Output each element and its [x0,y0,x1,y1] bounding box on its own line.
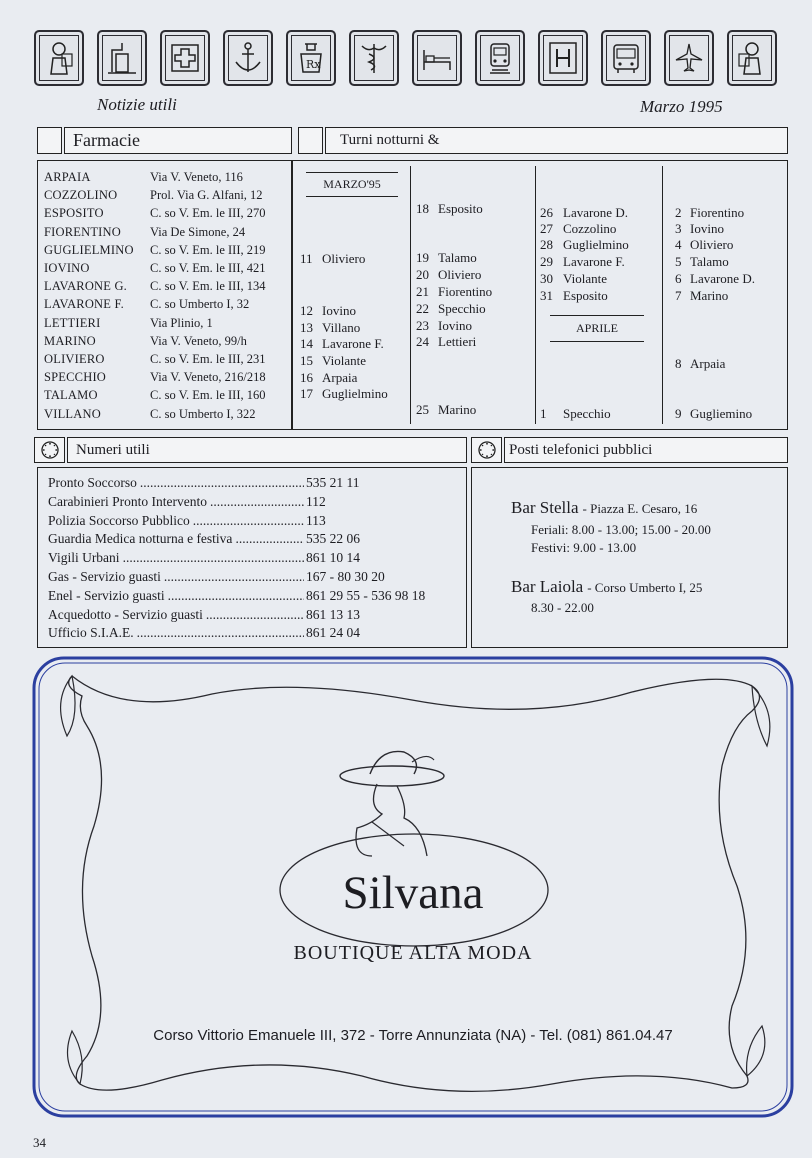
phone-point [511,498,697,518]
clock-icon [477,440,497,460]
shift-day: 23 [416,318,429,333]
shift-day: 6 [675,271,682,286]
bus-icon [601,30,651,86]
pharmacy-name: OLIVIERO [44,352,105,367]
shift-pharmacy: Arpaia [322,370,358,385]
pharmacy-address: C. so Umberto I, 322 [150,406,256,421]
pharmacy-address: C. so V. Em. le III, 219 [150,242,266,257]
shift-entry [675,356,725,372]
shift-day: 22 [416,301,429,316]
shift-entry [675,254,729,270]
shift-day: 5 [675,254,682,269]
useful-number-row [48,568,425,587]
shift-day: 12 [300,303,313,318]
shift-entry [675,221,724,237]
bed-icon [412,30,462,86]
shift-day: 14 [300,336,313,351]
pharmacy-address: Via V. Veneto, 216/218 [150,370,266,385]
shift-pharmacy: Violante [563,271,607,286]
shift-day: 1 [540,406,547,421]
pharmacy-address: Prol. Via G. Alfani, 12 [150,188,263,203]
pharmacy-name: LETTIERI [44,315,101,330]
shift-day: 4 [675,237,682,252]
shift-entry [540,271,607,287]
svg-text:Rx: Rx [306,58,321,71]
pharmacy-name: LAVARONE G. [44,279,127,294]
anchor-icon [223,30,273,86]
shift-pharmacy: Fiorentino [690,205,745,220]
useful-number-row [48,512,425,531]
pharmacy-row [44,277,290,295]
pharmacy-address: C. so V. Em. le III, 421 [150,261,266,276]
turni-header [325,127,788,154]
service-label: Enel - Servizio guasti [48,587,165,603]
posti-header [504,437,788,463]
shift-pharmacy: Marino [438,402,477,417]
pharmacy-icon [286,30,336,86]
column-divider [410,166,411,424]
shift-pharmacy: Talamo [438,250,477,265]
shift-entry [540,254,625,270]
phone-number: 861 10 14 [306,550,360,566]
shift-day: 3 [675,221,682,236]
pharmacy-row [44,386,290,404]
shift-entry [300,353,366,369]
shift-day: 9 [675,406,682,421]
pharmacy-row [44,332,290,350]
shift-day: 19 [416,250,429,265]
rule [550,315,644,316]
useful-number-row [48,606,425,625]
shift-day: 21 [416,284,429,299]
airplane-icon [664,30,714,86]
pharmacy-address: C. so Umberto I, 32 [150,297,250,312]
shift-entry [300,386,388,402]
shift-entry [416,250,477,266]
shift-day: 29 [540,254,553,269]
caduceus-icon [349,30,399,86]
pharmacy-name: FIORENTINO [44,224,121,239]
rule [306,196,398,197]
bullet-box [471,437,502,463]
service-label: Polizia Soccorso Pubblico [48,512,190,528]
pharmacy-row [44,405,290,423]
rule [306,172,398,173]
shift-pharmacy: Villano [322,320,361,335]
bar-address: - Piazza E. Cesaro, 16 [582,501,698,516]
service-label: Carabinieri Pronto Intervento [48,493,207,509]
pharmacy-name: LAVARONE F. [44,297,124,312]
pharmacy-name: VILLANO [44,406,101,421]
useful-number-row [48,474,425,493]
opening-hours: Festivi: 9.00 - 13.00 [531,540,637,555]
lady-illustration [340,751,444,856]
phone-number: 861 24 04 [306,625,360,641]
shift-pharmacy: Esposito [438,201,483,216]
shift-day: 24 [416,334,429,349]
phone-number: 535 22 06 [306,531,360,547]
clock-icon [40,440,60,460]
shift-entry [540,288,608,304]
shift-day: 26 [540,205,553,220]
shift-entry [540,406,611,422]
column-divider [535,166,536,424]
pharmacy-name: SPECCHIO [44,370,107,385]
pharmacy-name: GUGLIELMINO [44,242,134,257]
issue-date: Marzo 1995 [640,97,723,116]
posti-panel [471,467,788,648]
shift-entry [300,370,357,386]
pharmacy-row [44,350,290,368]
pharmacy-list [44,168,290,423]
pharmacy-name: IOVINO [44,261,90,276]
bullet-box [34,437,65,463]
turni-title: Turni notturni & [340,132,440,148]
shift-day: 7 [675,288,682,303]
shift-entry [675,288,728,304]
useful-number-row [48,624,425,643]
shift-pharmacy: Arpaia [690,356,726,371]
shift-pharmacy: Oliviero [690,237,734,252]
shift-pharmacy: Lavarone F. [322,336,384,351]
phone-number: 861 13 13 [306,606,360,622]
shift-pharmacy: Lavarone D. [563,205,628,220]
shift-day: 20 [416,267,429,282]
numeri-title: Numeri utili [76,441,150,458]
pharmacy-name: ARPAIA [44,170,91,184]
shift-entry [300,251,365,267]
pharmacy-name: ESPOSITO [44,206,104,221]
brand-address: Corso Vittorio Emanuele III, 372 - Torre Annunziata (NA) - Tel. (081) 861.04.47 [153,1027,673,1044]
shift-pharmacy: Lavarone F. [563,254,625,269]
service-label: Guardia Medica notturna e festiva [48,531,233,547]
opening-hours: 8.30 - 22.00 [531,600,594,615]
pharmacy-row [44,314,290,332]
icon-strip [34,30,790,92]
pharmacy-name: COZZOLINO [44,188,118,203]
pharmacy-address: Via V. Veneto, 99/h [150,333,247,348]
shift-day: 18 [416,201,429,216]
shift-entry [416,201,483,217]
pharmacy-address: C. so V. Em. le III, 270 [150,206,266,221]
service-label: Gas - Servizio guasti [48,568,161,584]
mascot-icon [727,30,777,86]
phone-number: 861 29 55 - 536 98 18 [306,587,426,603]
useful-number-row [48,530,425,549]
shift-day: 16 [300,370,313,385]
month-marzo: MARZO'95 [323,177,381,191]
pharmacy-row [44,204,290,222]
shift-day: 28 [540,237,553,252]
pharmacy-name: TALAMO [44,388,98,403]
phone-number: 113 [306,512,326,528]
bar-name: Bar Laiola [511,577,584,596]
shift-day: 11 [300,251,313,266]
shift-entry [416,301,486,317]
shift-pharmacy: Gugliemino [690,406,753,421]
numeri-header [67,437,467,463]
posti-title: Posti telefonici pubblici [509,441,653,458]
shift-entry [540,237,629,253]
red-cross-icon [160,30,210,86]
useful-number-row [48,493,425,512]
shift-pharmacy: Guglielmino [322,386,388,401]
pharmacy-address: C. so V. Em. le III, 160 [150,388,266,403]
shift-entry [300,303,356,319]
shift-pharmacy: Iovino [322,303,356,318]
shift-day: 27 [540,221,553,236]
bullet-box [298,127,323,154]
bar-address: - Corso Umberto I, 25 [587,580,703,595]
bullet-box [37,127,62,154]
pharmacy-row [44,223,290,241]
shift-entry [675,205,744,221]
page-number: 34 [33,1135,46,1150]
hospital-icon [538,30,588,86]
shift-pharmacy: Lavarone D. [690,271,755,286]
shift-entry [300,320,360,336]
shift-pharmacy: Fiorentino [438,284,493,299]
pharmacy-row [44,186,290,204]
pharmacy-address: Via Plinio, 1 [150,315,213,330]
pharmacy-address: Via De Simone, 24 [150,224,246,239]
pharmacy-name: MARINO [44,333,96,348]
shift-entry [300,336,384,352]
shift-pharmacy: Specchio [563,406,611,421]
shift-pharmacy: Oliviero [322,251,366,266]
shift-day: 13 [300,320,313,335]
bar-name: Bar Stella [511,498,579,517]
shift-day: 8 [675,356,682,371]
opening-hours: Feriali: 8.00 - 13.00; 15.00 - 20.00 [531,522,711,537]
brand-tagline: BOUTIQUE ALTA MODA [293,942,533,964]
shift-entry [675,237,733,253]
shift-pharmacy: Talamo [690,254,729,269]
shift-day: 17 [300,386,313,401]
farmacie-title: Farmacie [73,130,140,150]
shift-pharmacy: Violante [322,353,366,368]
phone-number: 112 [306,493,326,509]
shift-entry [540,221,616,237]
shift-pharmacy: Iovino [690,221,724,236]
shift-day: 31 [540,288,553,303]
service-label: Vigili Urbani [48,550,120,566]
shift-pharmacy: Guglielmino [563,237,629,252]
month-aprile: APRILE [576,321,618,335]
shift-entry [675,406,752,422]
advertisement [32,656,794,1118]
pharmacy-row [44,168,290,186]
shift-entry [540,205,628,221]
phone-number: 535 21 11 [306,475,360,490]
train-icon [475,30,525,86]
pharmacy-address: C. so V. Em. le III, 231 [150,352,266,367]
shift-entry [416,284,492,300]
shift-entry [675,271,755,287]
pharmacy-row [44,368,290,386]
shift-day: 2 [675,205,682,220]
door-icon [97,30,147,86]
shift-day: 30 [540,271,553,286]
useful-numbers-list [48,474,425,643]
pharmacy-row [44,259,290,277]
pharmacy-address: C. so V. Em. le III, 134 [150,279,266,294]
brand-name: Silvana [342,867,484,919]
mascot-icon [34,30,84,86]
shift-entry [416,334,476,350]
shift-pharmacy: Cozzolino [563,221,617,236]
farmacie-header [64,127,292,154]
pharmacy-row [44,241,290,259]
service-label: Ufficio S.I.A.E. [48,625,134,641]
shift-pharmacy: Iovino [438,318,472,333]
section-title: Notizie utili [97,95,177,114]
pharmacy-row [44,295,290,313]
shift-pharmacy: Marino [690,288,729,303]
shift-pharmacy: Esposito [563,288,608,303]
shift-pharmacy: Oliviero [438,267,482,282]
shift-day: 15 [300,353,313,368]
shift-entry [416,402,476,418]
service-label: Pronto Soccorso [48,475,137,490]
shift-pharmacy: Lettieri [438,334,477,349]
shift-day: 25 [416,402,429,417]
phone-number: 167 - 80 30 20 [306,568,385,584]
useful-number-row [48,587,425,606]
useful-number-row [48,549,425,568]
shift-entry [416,318,472,334]
rule [550,341,644,342]
column-divider [662,166,663,424]
shift-pharmacy: Specchio [438,301,486,316]
phone-point [511,577,702,597]
pharmacy-address: Via V. Veneto, 116 [150,170,243,184]
service-label: Acquedotto - Servizio guasti [48,606,203,622]
shift-entry [416,267,481,283]
